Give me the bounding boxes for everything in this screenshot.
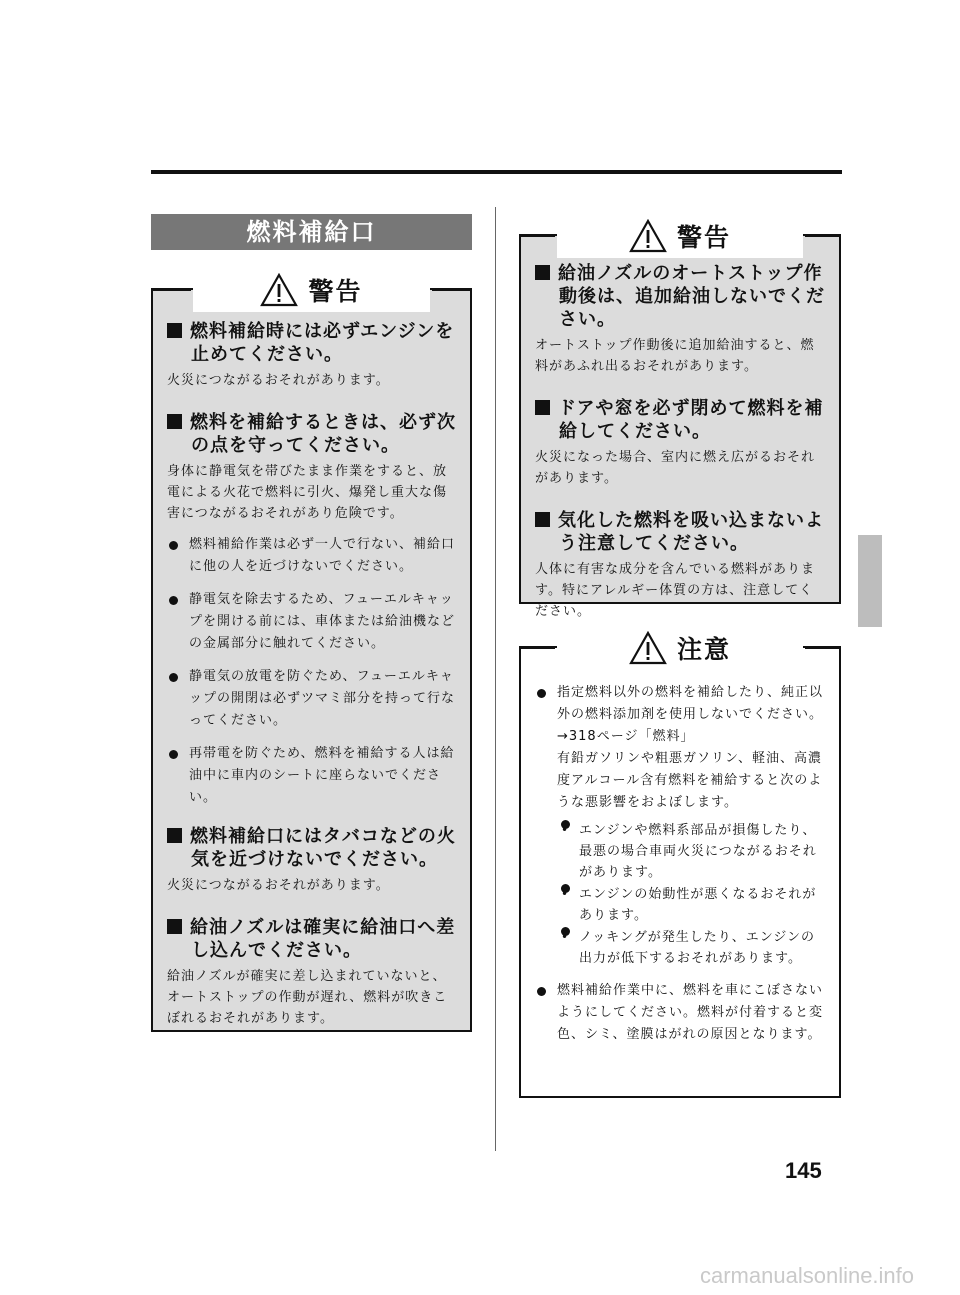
- sub-bullet-item: • エンジンや燃料系部品が損傷したり、最悪の場合車両火災につながるおそれがあります。: [557, 820, 825, 883]
- square-bullet-icon: [167, 414, 182, 429]
- bullet-item: 燃料補給作業中に、燃料を車にこぼさないようにしてください。燃料が付着すると変色、シミ、塗膜はがれの原因となります。: [535, 980, 825, 1046]
- right-caution-box: [519, 635, 841, 1098]
- item-title: 燃料補給口にはタバコなどの火気を近づけないでください。: [167, 825, 456, 871]
- side-index-tab: [858, 535, 882, 627]
- item-title: 給油ノズルのオートストップ作動後は、追加給油しないでください。: [535, 262, 825, 331]
- square-bullet-icon: [535, 265, 550, 280]
- square-bullet-icon: [167, 919, 182, 934]
- watermark: carmanualsonline.info: [700, 1263, 915, 1288]
- item-title: 給油ノズルは確実に給油口へ差し込んでください。: [167, 916, 456, 962]
- square-bullet-icon: [167, 323, 182, 338]
- square-bullet-icon: [535, 512, 550, 527]
- bullet-item: 静電気の放電を防ぐため、フューエルキャップの開閉は必ずツマミ部分を持って行なってください。: [167, 666, 456, 732]
- sub-bullet-item: • ノッキングが発生したり、エンジンの出力が低下するおそれがあります。: [557, 927, 825, 969]
- warning-triangle-icon: [629, 219, 667, 253]
- item-body: 身体に静電気を帯びたまま作業をすると、放電による火花で燃料に引火、爆発し重大な傷害につながるおそれがあり危険です。: [167, 464, 448, 521]
- bullet-list: [535, 682, 825, 1046]
- item-body: 火災になった場合、室内に燃え広がるおそれがあります。: [535, 450, 816, 486]
- item-body: 火災につながるおそれがあります。: [167, 878, 390, 893]
- caution-triangle-icon: [629, 631, 667, 665]
- bullet-item: 再帯電を防ぐため、燃料を補給する人は給油中に車内のシートに座らないでください。: [167, 743, 456, 809]
- warning-header: [153, 268, 470, 312]
- item-body: オートストップ作動後に追加給油すると、燃料があふれ出るおそれがあります。: [535, 338, 815, 374]
- item-body: 給油ノズルが確実に差し込まれていないと、オートストップの作動が遅れ、燃料が吹きこぼれるおそれがあります。: [167, 969, 448, 1026]
- column-divider: [495, 207, 496, 1151]
- item-title: 気化した燃料を吸い込まないよう注意してください。: [535, 509, 825, 555]
- bullet-item: 指定燃料以外の燃料を補給したり、純正以外の燃料添加剤を使用しないでください。 →318ページ「燃料」 有鉛ガソリンや粗悪ガソリン、軽油、高濃度アルコール含有燃料を補給すると次のような悪影響をおよぼします。 • エンジンや燃料系部品が損傷したり、最悪の場合車両火災につながるおそれがあります。 • エンジンの始動性が悪くなるおそれがあります。 • ノッキングが発生したり、エンジンの出力が低下するおそれがあります。: [535, 682, 825, 969]
- item-title: ドアや窓を必ず閉めて燃料を補給してください。: [535, 397, 825, 443]
- item-body: 火災につながるおそれがあります。: [167, 373, 390, 388]
- page-number: 145: [785, 1158, 822, 1183]
- page-reference: →318ページ「燃料」: [557, 729, 695, 744]
- warning-heading: 警告: [676, 223, 731, 252]
- caution-heading: 注意: [676, 635, 731, 664]
- bullet-item: 燃料補給作業は必ず一人で行ない、補給口に他の人を近づけないでください。: [167, 534, 456, 578]
- warning-heading: 警告: [308, 277, 363, 306]
- square-bullet-icon: [167, 828, 182, 843]
- square-bullet-icon: [535, 400, 550, 415]
- warning-header: [521, 214, 839, 258]
- item-title: 燃料を補給するときは、必ず次の点を守ってください。: [167, 411, 456, 457]
- top-rule: [151, 170, 842, 174]
- section-title: 燃料補給口: [151, 214, 472, 250]
- item-body: 人体に有害な成分を含んでいる燃料があります。特にアレルギー体質の方は、注意してください。: [535, 562, 816, 619]
- bullet-list: [167, 534, 456, 809]
- sub-bullet-list: [557, 820, 825, 969]
- right-warning-box: [519, 223, 841, 619]
- bullet-item: 静電気を除去するため、フューエルキャップを開ける前には、車体または給油機などの金属部分に触れてください。: [167, 589, 456, 655]
- caution-header: [521, 626, 839, 670]
- left-warning-box: [151, 277, 472, 1032]
- warning-triangle-icon: [260, 273, 298, 307]
- sub-bullet-item: • エンジンの始動性が悪くなるおそれがあります。: [557, 884, 825, 926]
- item-title: 燃料補給時には必ずエンジンを止めてください。: [167, 320, 456, 366]
